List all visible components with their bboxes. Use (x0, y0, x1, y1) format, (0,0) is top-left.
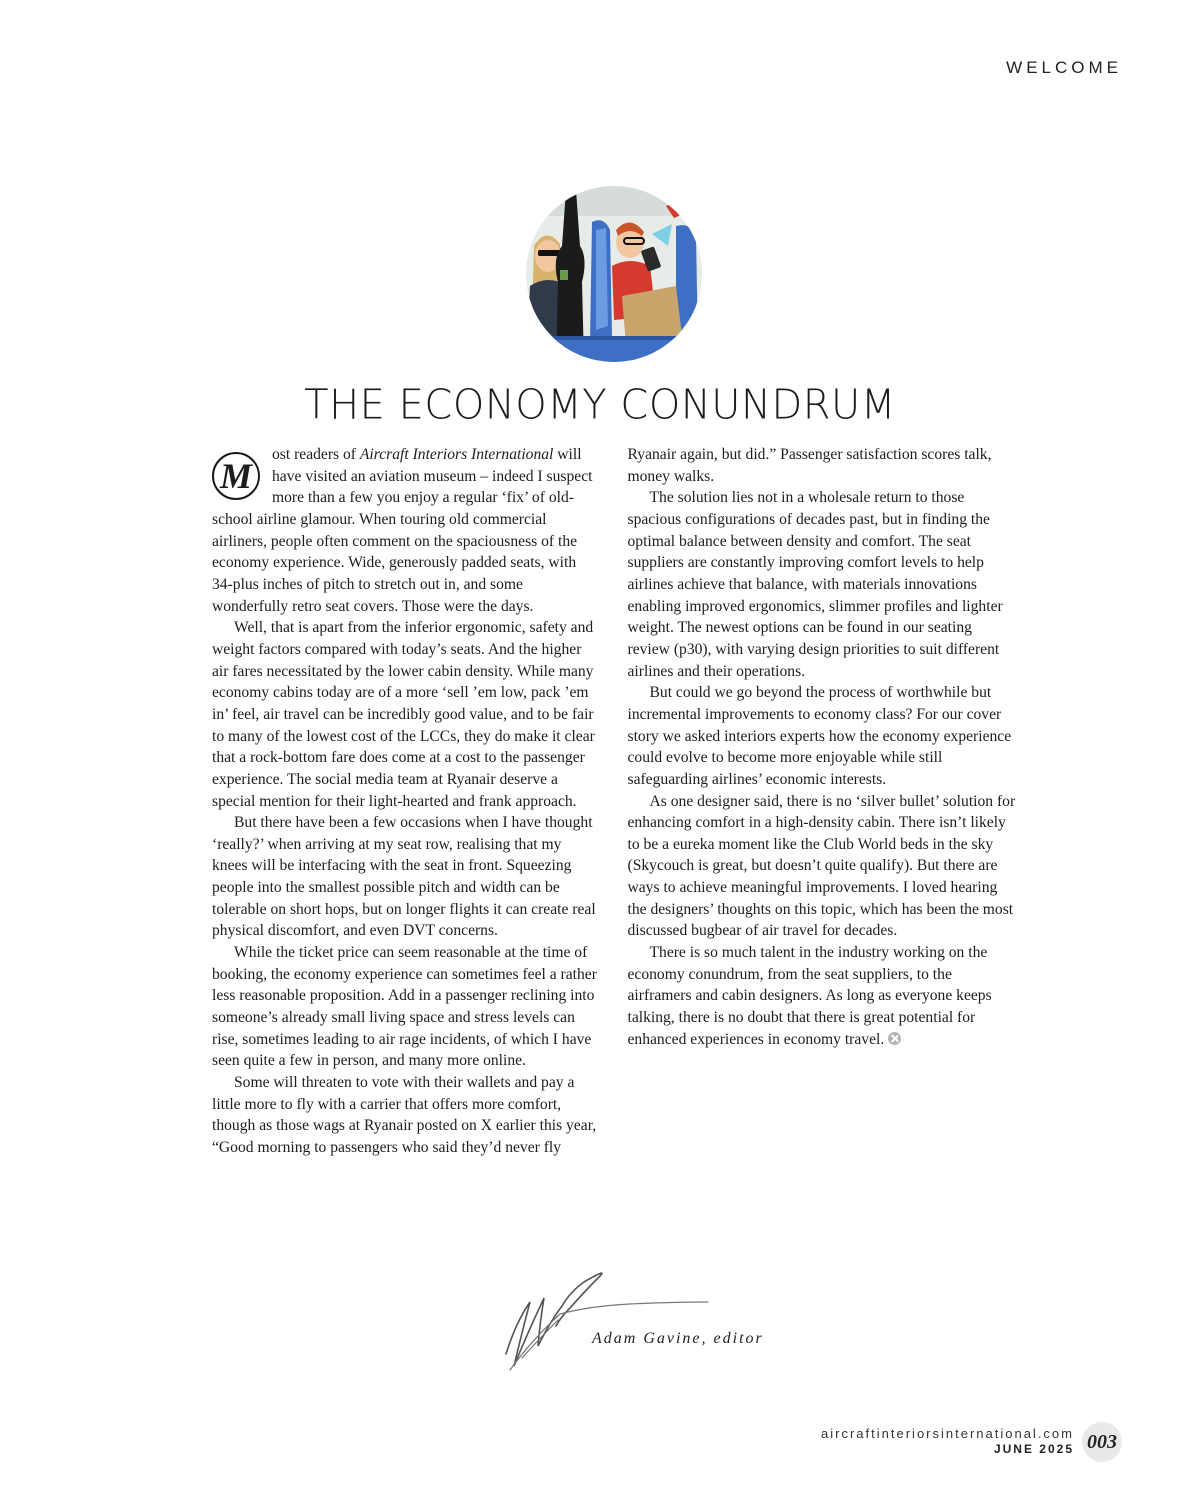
end-of-article-icon (888, 1032, 901, 1045)
paragraph: While the ticket price can seem reasonable at the time of booking, the economy experience can sometimes feel a rather less reasonable proposition. Add in a passenger reclining into someone’s already small living space and stress levels can rise, sometimes leading to air rage incidents, of which I have seen quite a few in person, and many more online. (212, 944, 597, 1070)
paragraph-text: ost readers of (272, 446, 360, 463)
paragraph: The solution lies not in a wholesale return to those spacious configurations of decades past, but in finding the optimal balance between density and comfort. The seat suppliers are constantly improving comfort levels to help airlines achieve that balance, with materials innovations enabling improved ergonomics, slimmer profiles and lighter weight. The newest options can be found in our seating review (p30), with varying design priorities to suit different airlines and their operations. (627, 489, 1003, 680)
page-number: 003 (1082, 1422, 1122, 1462)
section-label: WELCOME (1006, 58, 1122, 77)
paragraph-text: will have visited an aviation museum – indeed I suspect more than a few you enjoy a regular ‘fix’ of old-school airline glamour. When touring old commercial airliners, people often comment on the spaciousness of the economy experience. Wide, generously padded seats, with 34-plus inches of pitch to stretch out in, and some wonderfully retro seat covers. Those were the days. (212, 446, 593, 615)
paragraph: As one designer said, there is no ‘silver bullet’ solution for enhancing comfort in a high-density cabin. There isn’t likely to be a eureka moment like the Club World beds in the sky (Skycouch is great, but doesn’t quite qualify). But there are ways to achieve meaningful improvements. I loved hearing the designers’ thoughts on this topic, which has been the most discussed bugbear of air travel for decades. (627, 792, 1016, 940)
footer-issue-date: JUNE 2025 (993, 1442, 1074, 1456)
paragraph: Well, that is apart from the inferior ergonomic, safety and weight factors compared with today’s seats. And the higher air fares necessitated by the lower cabin density. While many economy cabins today are of a more ‘sell ’em low, pack ’em in’ feel, air travel can be incredibly good value, and to be fair to many of the lowest cost of the LCCs, they do make it clear that a rock-bottom fare does come at a cost to the passenger experience. The social media team at Ryanair deserve a special mention for their light-hearted and frank approach. (212, 619, 595, 810)
article-title: THE ECONOMY CONUNDRUM (304, 381, 896, 429)
paragraph-text: There is so much talent in the industry working on the economy conundrum, from the seat suppliers, to the airframers and cabin designers. As long as everyone keeps talking, there is no doubt that there is great potential for enhanced experiences in economy travel. (627, 944, 992, 1048)
paragraph: But could we go beyond the process of worthwhile but incremental improvements to economy class? For our cover story we asked interiors experts how the economy experience could evolve to become more enjoyable while still safeguarding airlines’ economic interests. (627, 684, 1012, 788)
paragraph: But there have been a few occasions when I have thought ‘really?’ when arriving at my seat row, realising that my knees will be interfacing with the seat in front. Squeezing people into the smallest possible pitch and width can be tolerable on short hops, but on longer flights it can create real physical discomfort, and even DVT concerns. (212, 814, 596, 940)
cabin-illustration (526, 186, 702, 362)
article-body (212, 444, 1016, 1164)
paragraph: Some will threaten to vote with their wallets and pay a little more to fly with a carrier that offers more comfort, though as those wags at Ryanair posted on X earlier this year, “Good morning to passengers who said they’d never fly Ryanair again, but did.” Passenger satisfaction scores talk, money walks. (212, 446, 992, 1156)
publication-name: Aircraft Interiors International (359, 446, 554, 463)
drop-cap: M (212, 452, 260, 500)
editor-credit: Adam Gavine, editor (592, 1330, 764, 1347)
paragraph (628, 942, 1017, 1050)
paragraph (212, 444, 601, 617)
editor-signature (500, 1262, 720, 1380)
footer-website: aircraftinteriorsinternational.com (821, 1426, 1074, 1441)
